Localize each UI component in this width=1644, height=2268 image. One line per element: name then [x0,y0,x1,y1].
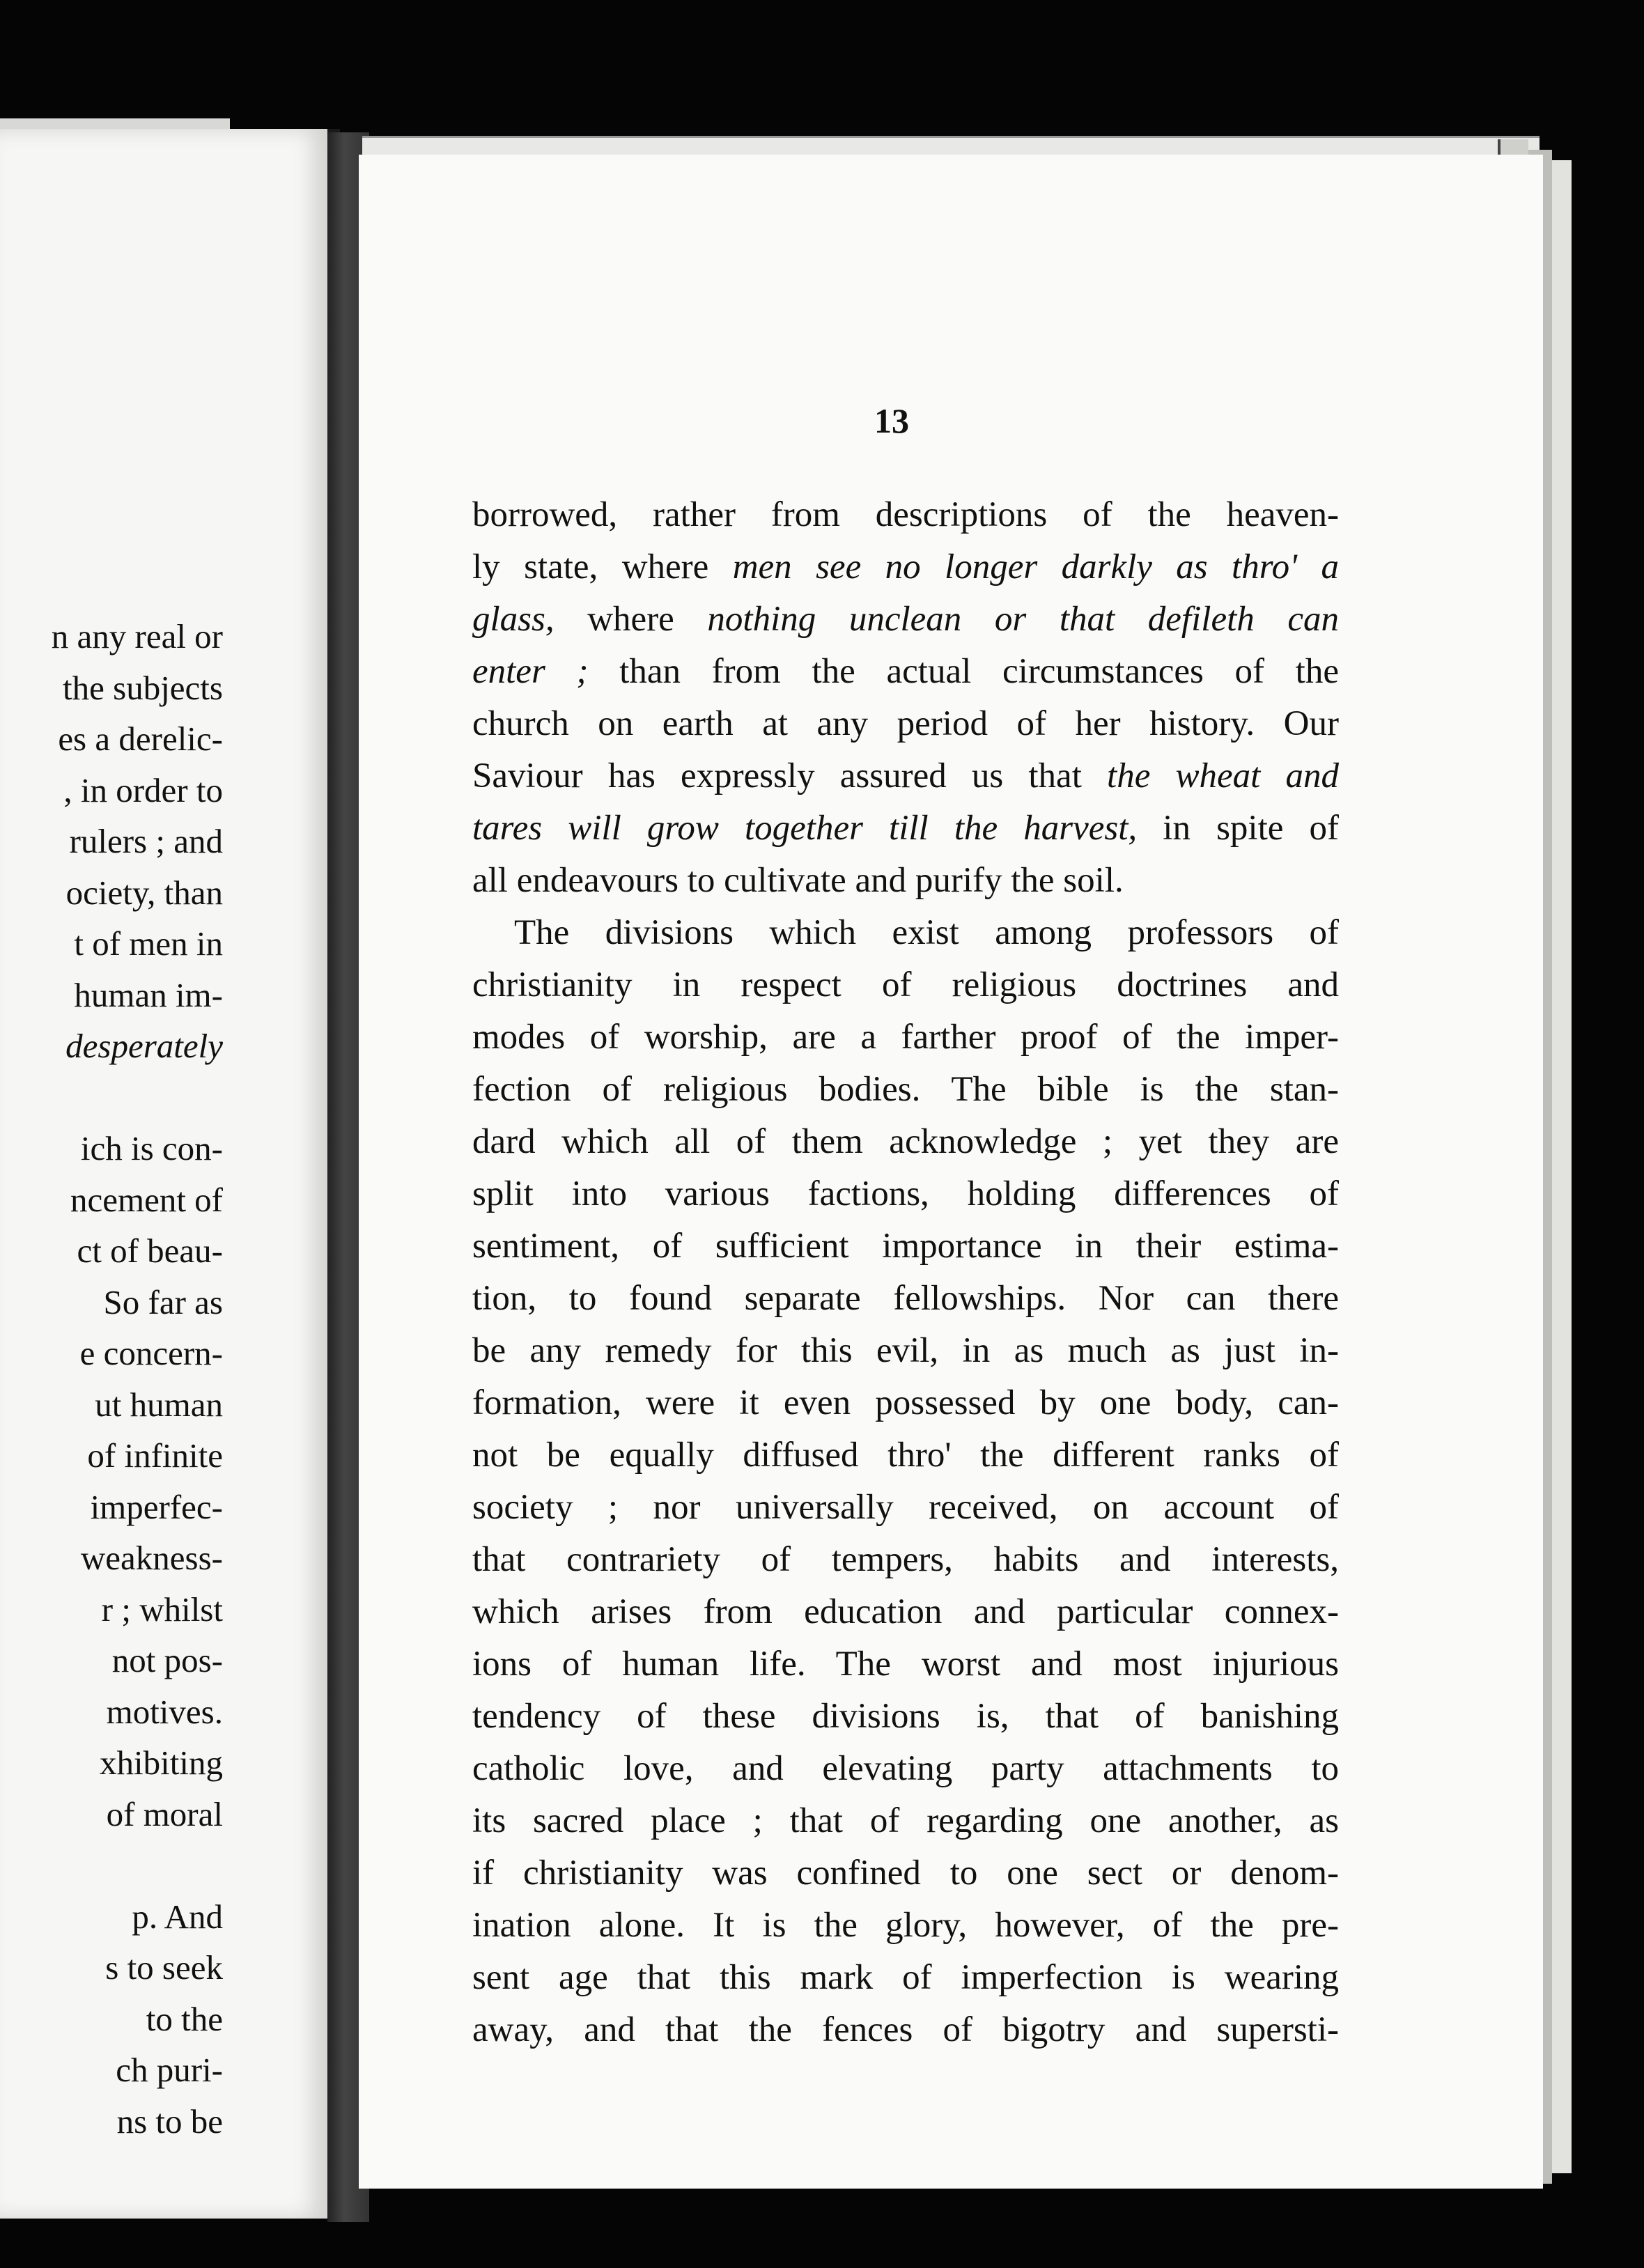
italic-text: nothing unclean or that defileth can [707,600,1339,639]
text-segment: which arises from education and particular connex- [472,1592,1339,1631]
left-page-line: p. And [132,1897,223,1936]
text-segment: ions of human life. The worst and most injurious [472,1645,1339,1684]
text-line [472,1847,1339,1900]
left-page-line: xhibiting [100,1743,223,1782]
text-segment: modes of worship, are a farther proof of the imper- [472,1018,1339,1057]
text-line [472,1325,1339,1377]
left-page-line: the subjects [63,668,223,707]
text-segment: sentiment, of sufficient importance in their estima- [472,1227,1339,1266]
text-segment: The divisions which exist among professors of [514,913,1339,952]
left-page-line [0,1072,223,1124]
italic-text: enter ; [472,652,589,691]
text-line [472,1377,1339,1429]
text-segment: its sacred place ; that of regarding one another, as [472,1801,1339,1840]
left-page-line: ich is con- [80,1129,223,1167]
text-line [472,1011,1339,1064]
left-page-line: imperfec- [90,1487,223,1526]
text-line [472,2004,1339,2056]
left-page-line: desperately [65,1027,223,1065]
text-segment: church on earth at any period of her history. Our [472,704,1339,743]
left-page-line: ns to be [116,2102,223,2141]
text-segment: in spite of [1137,809,1339,848]
italic-text: tares will grow together till the harvest, [472,809,1138,848]
italic-text: the wheat and [1107,756,1339,795]
left-page-line: to the [146,1999,223,2038]
page-stack-edge [1550,160,1572,2173]
left-page [0,129,340,2219]
left-page-line [0,1840,223,1891]
text-segment: sent age that this mark of imperfection is wearing [472,1958,1339,1997]
left-page-line: weakness- [80,1539,223,1577]
left-page-line: not pos- [111,1641,223,1679]
body-text [472,489,1339,2056]
left-page-text [0,611,223,2147]
left-page-line: of moral [106,1794,223,1833]
text-line [472,541,1339,593]
text-segment: dard which all of them acknowledge ; yet they are [472,1122,1339,1161]
text-segment: catholic love, and elevating party attachments to [472,1749,1339,1788]
left-page-line: es a derelic- [58,720,223,758]
text-segment: be any remedy for this evil, in as much as just in- [472,1331,1339,1370]
left-page-line: ch puri- [116,2051,223,2089]
text-line [472,1952,1339,2004]
left-page-line: ut human [95,1385,223,1424]
left-page-line: s to seek [105,1948,223,1987]
text-segment: ly state, where [472,547,733,587]
left-page-line: , in order to [63,770,223,809]
text-segment: where [554,600,708,639]
text-line [472,855,1339,907]
left-page-line: So far as [103,1282,223,1321]
text-segment: ination alone. It is the glory, however, of the pre- [472,1906,1339,1945]
text-line [472,1429,1339,1482]
text-segment: borrowed, rather from descriptions of the heaven- [472,495,1339,534]
text-line [472,489,1339,541]
left-page-line: e concern- [79,1334,223,1372]
text-segment: away, and that the fences of bigotry and supersti- [472,2010,1339,2049]
text-segment: tendency of these divisions is, that of banishing [472,1697,1339,1736]
text-line [472,1795,1339,1847]
text-segment: if christianity was confined to one sect or denom- [472,1854,1339,1893]
text-line [472,1064,1339,1116]
text-line [472,593,1339,646]
text-line [472,959,1339,1011]
text-segment: society ; nor universally received, on account of [472,1488,1339,1527]
text-line [472,646,1339,698]
text-line [472,1691,1339,1743]
text-line [472,1534,1339,1586]
text-segment: not be equally diffused thro' the different ranks of [472,1436,1339,1475]
text-line [472,802,1339,855]
left-page-line: t of men in [74,924,223,963]
left-page-line: ct of beau- [77,1232,223,1270]
text-line [472,1482,1339,1534]
left-page-line: of infinite [87,1436,223,1475]
text-segment: that contrariety of tempers, habits and interests, [472,1540,1339,1579]
left-page-line: ncement of [70,1180,223,1219]
text-line [472,1168,1339,1220]
text-line [472,1273,1339,1325]
left-page-line: human im- [74,975,223,1014]
italic-text: men see no longer darkly as thro' a [732,547,1339,587]
text-line [472,698,1339,750]
text-line [472,1586,1339,1638]
text-line [472,1900,1339,1952]
text-line [472,1116,1339,1168]
text-segment: tion, to found separate fellowships. Nor can there [472,1279,1339,1318]
left-page-line: rulers ; and [69,822,223,860]
left-page-line: motives. [106,1692,223,1731]
left-page-line: ociety, than [65,873,223,912]
text-segment: than from the actual circumstances of the [588,652,1339,691]
text-line [472,907,1339,959]
text-segment: formation, were it even possessed by one body, can- [472,1383,1339,1422]
text-line [472,1220,1339,1273]
left-page-line: r ; whilst [101,1590,223,1629]
text-segment: Saviour has expressly assured us that [472,756,1108,795]
page-number: 13 [874,401,909,440]
text-segment: christianity in respect of religious doctrines and [472,965,1339,1004]
left-page-line: n any real or [51,617,223,655]
italic-text: glass, [472,600,555,639]
text-line [472,750,1339,802]
text-line [472,1638,1339,1691]
text-segment: all endeavours to cultivate and purify the soil. [472,861,1124,900]
text-segment: fection of religious bodies. The bible is the stan- [472,1070,1339,1109]
text-segment: split into various factions, holding differences of [472,1174,1339,1213]
text-line [472,1743,1339,1795]
